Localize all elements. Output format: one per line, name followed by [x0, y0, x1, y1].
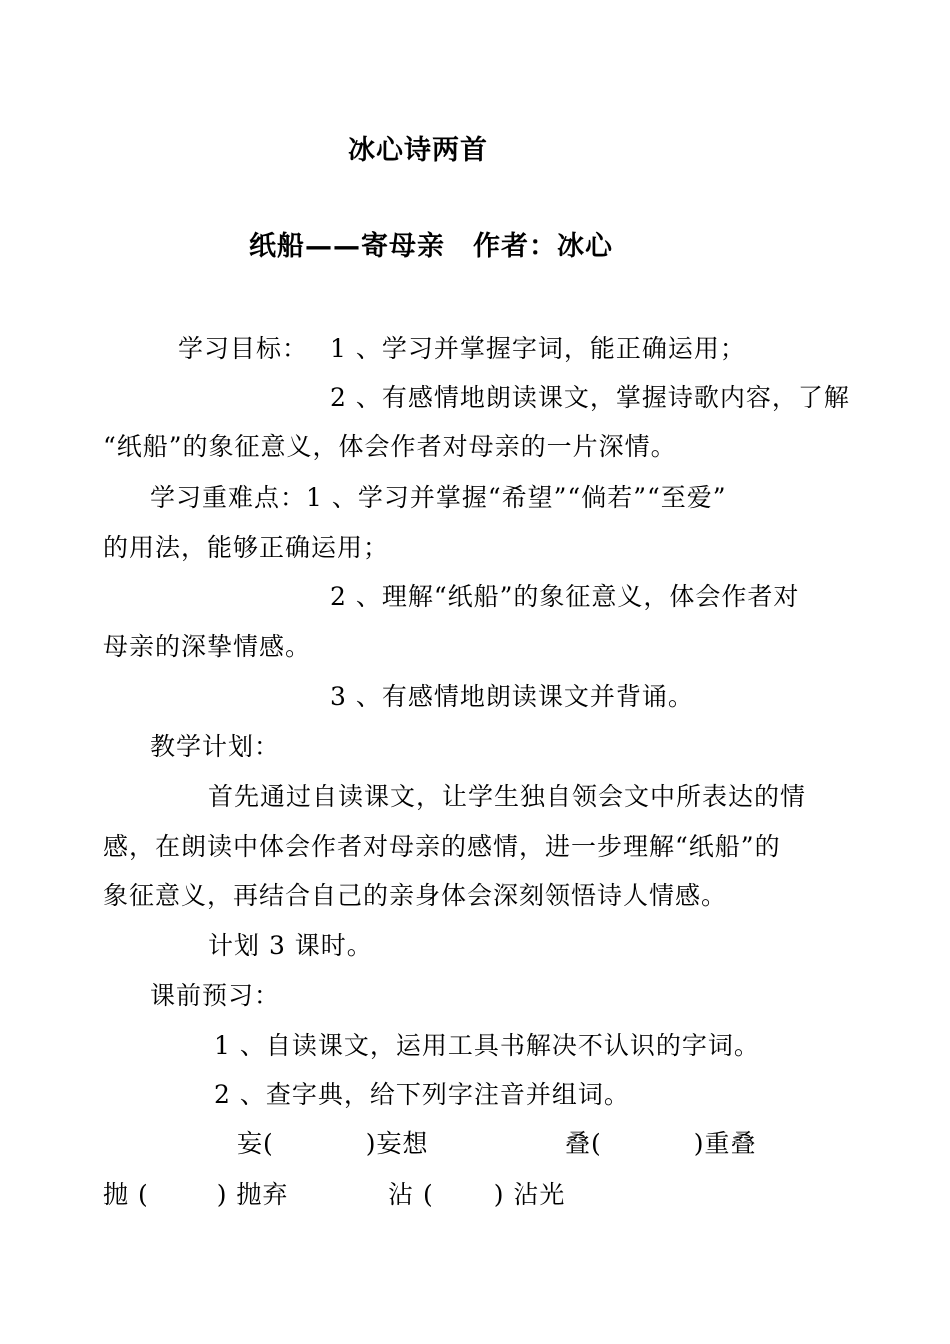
word-compound: 重叠	[704, 1129, 757, 1158]
plan-paragraph-line-3: 象征意义，再结合自己的亲身体会深刻领悟诗人情感。	[103, 881, 728, 910]
preview-label: 课前预习：	[150, 981, 281, 1010]
word-compound: 妄想	[376, 1129, 429, 1158]
plan-hours: 计划 3 课时。	[208, 931, 373, 960]
word-char: 妄	[237, 1129, 264, 1158]
key-points-line-cont: 的用法，能够正确运用；	[103, 533, 390, 562]
word-entry: 叠( )重叠	[565, 1129, 757, 1158]
key-point-item-2-cont: 母亲的深挚情感。	[103, 632, 312, 661]
word-entry: 妄( )妄想	[237, 1129, 429, 1158]
goal-item-2: 2 、有感情地朗读课文，掌握诗歌内容，了解	[330, 383, 850, 412]
plan-paragraph-line-1: 首先通过自读课文，让学生独自领会文中所表达的情	[208, 782, 807, 811]
key-point-item-3: 3 、有感情地朗读课文并背诵。	[330, 682, 694, 711]
word-char: 抛	[103, 1180, 130, 1209]
goal-item-2-cont: “纸船”的象征意义，体会作者对母亲的一片深情。	[103, 432, 677, 461]
preview-item-2: 2 、查字典，给下列字注音并组词。	[214, 1080, 630, 1109]
word-char: 叠	[565, 1129, 592, 1158]
word-char: 沾	[388, 1180, 415, 1209]
plan-paragraph-line-2: 感，在朗读中体会作者对母亲的感情，进一步理解“纸船”的	[103, 832, 781, 861]
plan-label: 教学计划：	[150, 732, 281, 761]
key-points-line: 学习重难点：1 、学习并掌握“希望”“倘若”“至爱”	[150, 483, 727, 512]
goal-item-1: 1 、学习并掌握字词，能正确运用；	[330, 334, 746, 363]
poem-subtitle: 纸船——寄母亲 作者：冰心	[249, 231, 613, 262]
preview-item-1: 1 、自读课文，运用工具书解决不认识的字词。	[214, 1031, 760, 1060]
doc-title: 冰心诗两首	[348, 135, 488, 166]
word-entry: 沾 ( ) 沾光	[388, 1180, 566, 1209]
key-point-item-2: 2 、理解“纸船”的象征意义，体会作者对	[330, 582, 800, 611]
word-compound: 抛弃	[236, 1180, 289, 1209]
word-compound: 沾光	[513, 1180, 566, 1209]
word-entry: 抛 ( ) 抛弃	[103, 1180, 289, 1209]
goals-label: 学习目标：	[178, 334, 309, 363]
